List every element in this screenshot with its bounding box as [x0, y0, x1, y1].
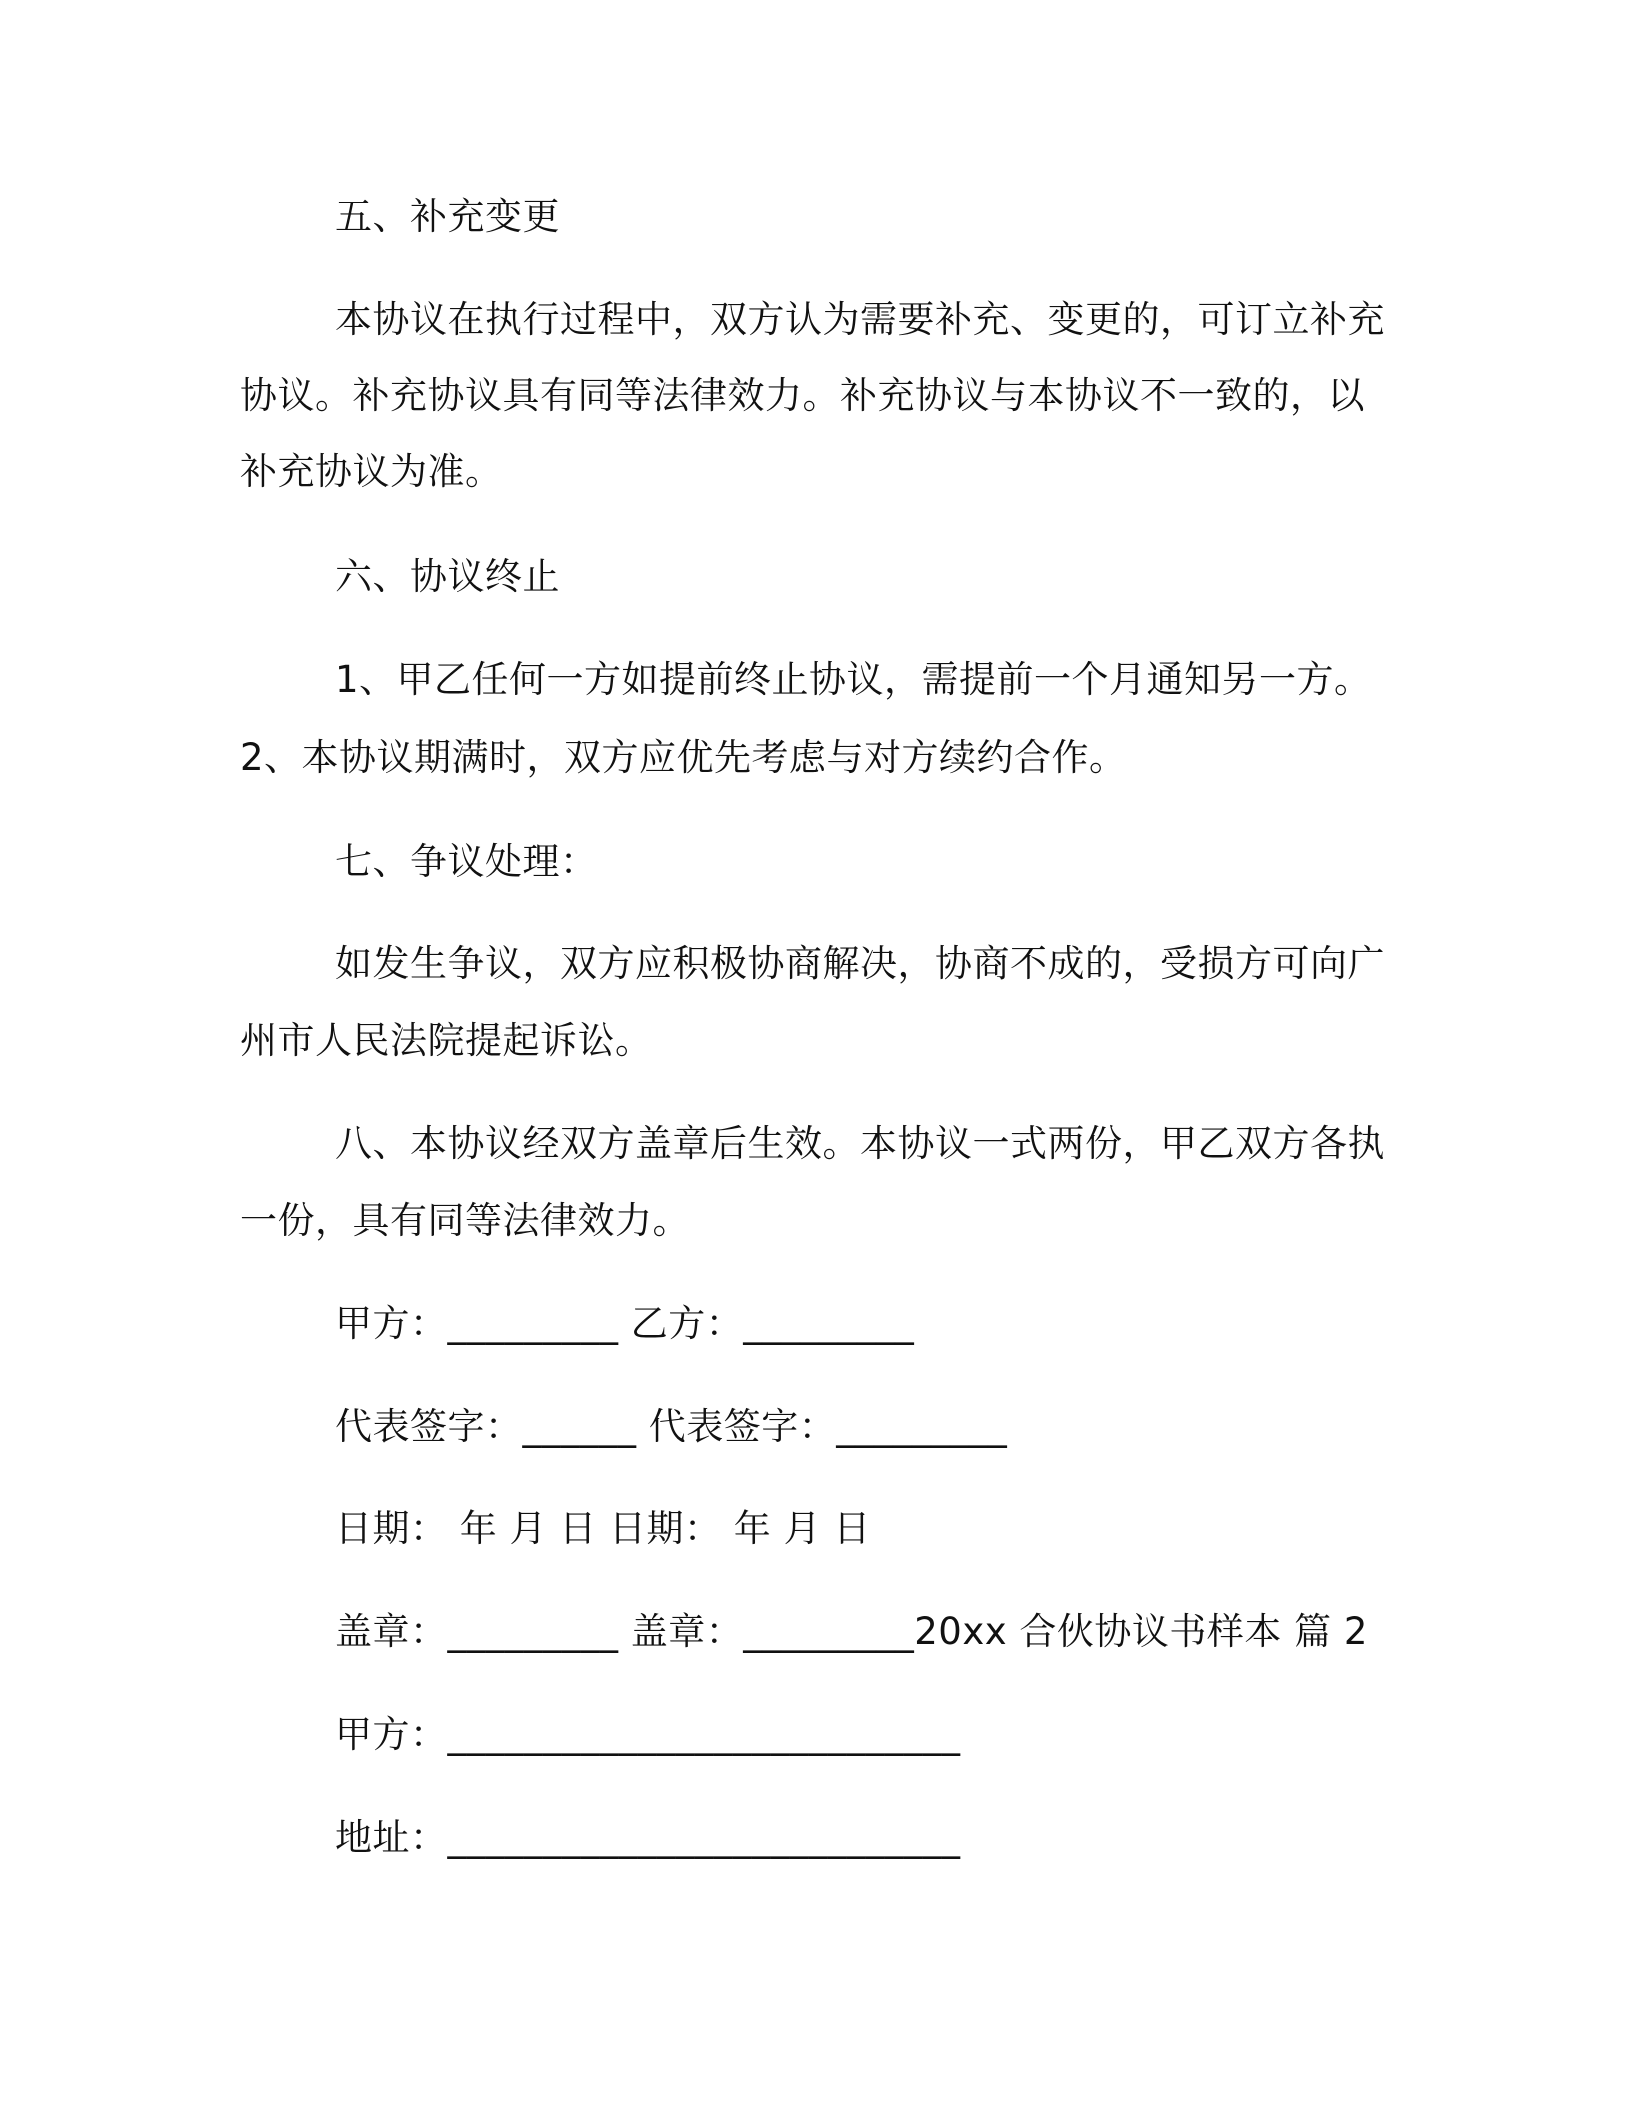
section7-paragraph-line2: 州市人民法院提起诉讼。 [240, 1019, 653, 1062]
address-line: 地址：___________________________ [335, 1816, 961, 1859]
signature-parties-line: 甲方：_________ 乙方：_________ [335, 1302, 915, 1345]
signature-seals-line: 盖章：_________ 盖章：_________20xx 合伙协议书样本 篇 2 [335, 1610, 1368, 1653]
party-a-line: 甲方：___________________________ [335, 1713, 961, 1756]
section6-heading: 六、协议终止 [335, 555, 560, 598]
section5-paragraph-line3: 补充协议为准。 [240, 450, 503, 493]
section8-paragraph-line1: 八、本协议经双方盖章后生效。本协议一式两份，甲乙双方各执 [335, 1122, 1385, 1165]
section7-paragraph-line1: 如发生争议，双方应积极协商解决，协商不成的，受损方可向广 [335, 942, 1385, 985]
section7-heading: 七、争议处理： [335, 840, 598, 883]
signature-dates-line: 日期： 年 月 日 日期： 年 月 日 [335, 1507, 871, 1550]
section8-paragraph-line2: 一份，具有同等法律效力。 [240, 1199, 690, 1242]
section5-paragraph-line1: 本协议在执行过程中，双方认为需要补充、变更的，可订立补充 [335, 298, 1385, 341]
section5-paragraph-line2: 协议。补充协议具有同等法律效力。补充协议与本协议不一致的，以 [240, 374, 1365, 417]
section5-heading: 五、补充变更 [335, 195, 560, 238]
signature-representatives-line: 代表签字：______ 代表签字：_________ [335, 1405, 1008, 1448]
section6-item1: 1、甲乙任何一方如提前终止协议，需提前一个月通知另一方。 [335, 658, 1372, 701]
section6-item2: 2、本协议期满时，双方应优先考虑与对方续约合作。 [240, 736, 1127, 779]
